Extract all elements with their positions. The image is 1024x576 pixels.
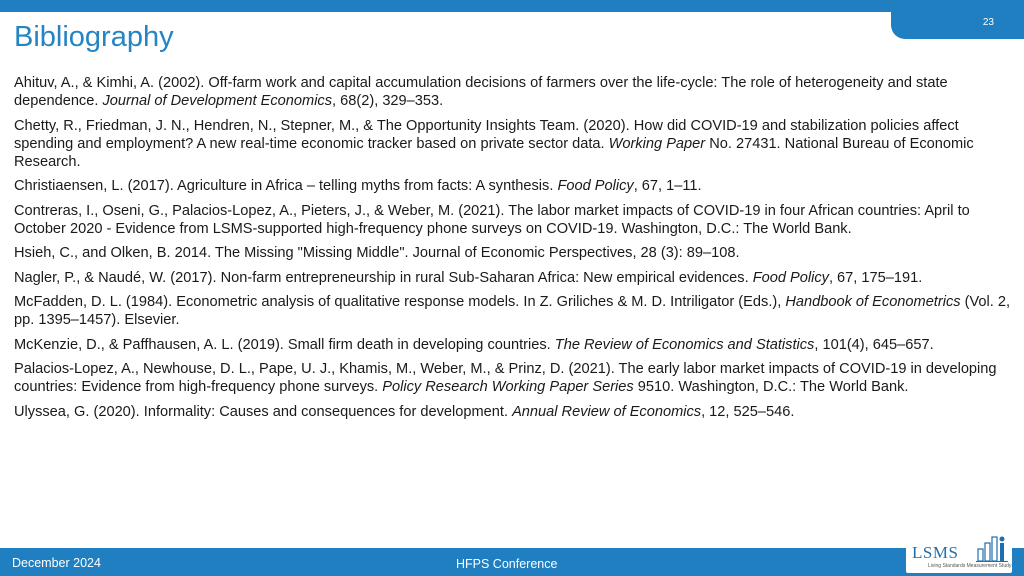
reference-text: Chetty, R., Friedman, J. N., Hendren, N., Stepner, M., & The Opportunity Insights Team. (2020). How did COVID-19 and stabilization policies affect spending and employment? A new real-time economic tracker based on private sector data. xyxy=(14,117,959,152)
reference-text: , 68(2), 329–353. xyxy=(332,93,444,109)
reference-text: Christiaensen, L. (2017). Agriculture in Africa – telling myths from facts: A synthesis. xyxy=(14,178,558,194)
reference-source-title: Annual Review of Economics xyxy=(512,403,702,420)
reference-item xyxy=(14,336,1012,354)
reference-text: Ulyssea, G. (2020). Informality: Causes and consequences for development. xyxy=(14,403,513,420)
reference-item xyxy=(14,177,1012,195)
reference-list xyxy=(14,74,1012,427)
reference-text: Nagler, P., & Naudé, W. (2017). Non-farm entrepreneurship in rural Sub-Saharan Africa: New empirical evidences. xyxy=(14,269,753,286)
footer-date: December 2024 xyxy=(12,556,101,570)
reference-item xyxy=(14,117,1012,171)
lsms-logo xyxy=(906,531,1012,573)
reference-text: Hsieh, C., and Olken, B. 2014. The Missing "Missing Middle". Journal of Economic Perspectives, 28 (3): 89–108. xyxy=(14,245,740,261)
reference-text: , 12, 525–546. xyxy=(701,403,795,420)
reference-text: McKenzie, D., & Paffhausen, A. L. (2019). Small firm death in developing countries. xyxy=(14,336,555,353)
reference-source-title: Policy Research Working Paper Series xyxy=(382,379,634,395)
top-accent-bar xyxy=(0,0,1024,12)
reference-item xyxy=(14,403,1012,421)
reference-source-title: Food Policy xyxy=(752,269,829,286)
reference-text: Ahituv, A., & Kimhi, A. (2002). Off-farm work and capital accumulation decisions of farmers over the life-cycle: The role of heterogeneity and state dependence. xyxy=(14,75,948,109)
reference-text: 9510. Washington, D.C.: The World Bank. xyxy=(633,379,909,395)
footer-bar xyxy=(0,548,1024,576)
reference-text: McFadden, D. L. (1984). Econometric analysis of qualitative response models. In Z. Griliches & M. D. Intriligator (Eds.), xyxy=(14,294,786,310)
reference-item xyxy=(14,74,1012,110)
reference-text: , 67, 175–191. xyxy=(828,269,923,286)
page-number-tab xyxy=(891,12,1024,39)
reference-source-title: Working Paper xyxy=(608,135,706,152)
reference-item xyxy=(14,293,1012,329)
reference-text: Contreras, I., Oseni, G., Palacios-Lopez, A., Pieters, J., & Weber, M. (2021). The labor market impacts of COVID-19 in four African countries: April to October 2020 - Evidence from LSMS-supported high-frequency phone surveys on COVID-19. Washington, D.C.: The World Bank. xyxy=(14,202,970,237)
reference-item xyxy=(14,269,1012,287)
reference-source-title: Journal of Development Economics xyxy=(102,93,333,109)
lsms-logo-subtitle: Living Standards Measurement Study xyxy=(928,563,1012,569)
reference-item xyxy=(14,202,1012,238)
reference-source-title: Food Policy xyxy=(557,178,634,194)
reference-item xyxy=(14,360,1012,396)
reference-text: (Vol. 2, pp. 1395–1457). Elsevier. xyxy=(14,294,1011,328)
footer-conference: HFPS Conference xyxy=(456,557,558,571)
lsms-logo-icon xyxy=(976,533,1008,563)
reference-item xyxy=(14,244,1012,262)
reference-source-title: Handbook of Econometrics xyxy=(785,294,961,310)
reference-text: No. 27431. National Bureau of Economic Research. xyxy=(14,135,974,170)
lsms-logo-text: LSMS xyxy=(912,543,959,562)
reference-source-title: The Review of Economics and Statistics xyxy=(554,336,815,353)
reference-text: , 67, 1–11. xyxy=(633,178,702,194)
reference-text: Palacios-Lopez, A., Newhouse, D. L., Pape, U. J., Khamis, M., Weber, M., & Prinz, D. (2021). The early labor market impacts of COVID-19 in developing countries: Evidence from high-frequency phone surveys. xyxy=(14,361,997,395)
slide-title: Bibliography xyxy=(14,21,174,53)
reference-text: , 101(4), 645–657. xyxy=(814,336,934,353)
page-number: 23 xyxy=(982,17,994,28)
